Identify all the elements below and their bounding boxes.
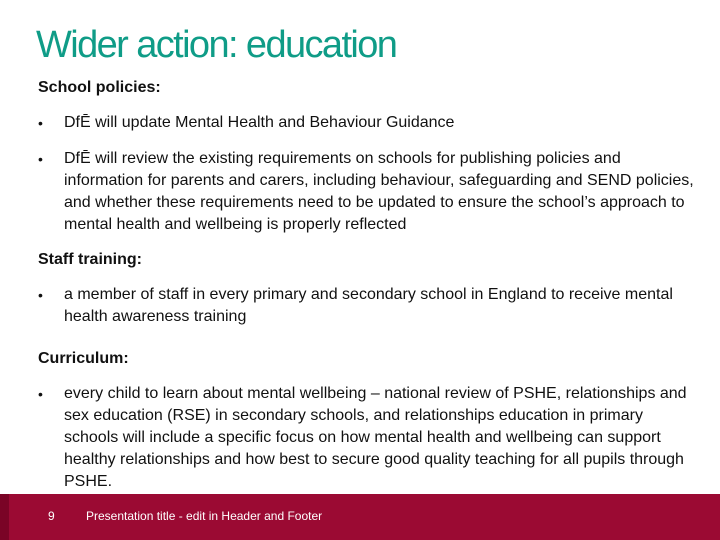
slide-footer — [0, 494, 720, 540]
bullet-icon: • — [38, 386, 43, 402]
slide-number: 9 — [48, 509, 55, 523]
section-heading-curriculum: Curriculum: — [38, 350, 129, 367]
footer-text: Presentation title - edit in Header and Footer — [86, 509, 323, 523]
staff-training-list — [38, 284, 698, 328]
bullet-text: every child to learn about mental wellbeing – national review of PSHE, relationships and sex education (RSE) in secondary schools, and relationships education in primary schools will include a specific focus on how mental health and wellbeing can support healthy relationships and how best to secure good quality teaching for all pupils through PSHE. — [64, 385, 687, 490]
bullet-text: DfĒ will review the existing requirements on schools for publishing policies and information for parents and carers, including behaviour, safeguarding and SEND policies, and whether these requirements need to be updated to ensure the school’s approach to mental health and wellbeing is properly reflected — [64, 150, 694, 233]
curriculum-list — [38, 383, 698, 493]
bullet-text: a member of staff in every primary and secondary school in England to receive mental health awareness training — [64, 286, 673, 325]
slide-title: Wider action: education — [36, 24, 397, 66]
school-policies-list — [38, 112, 698, 236]
list-item — [38, 112, 698, 134]
footer-accent-strip — [0, 494, 9, 540]
list-item — [38, 383, 698, 493]
list-item — [38, 148, 698, 236]
slide-content — [38, 78, 698, 493]
bullet-icon: • — [38, 151, 43, 167]
bullet-icon: • — [38, 287, 43, 303]
bullet-icon: • — [38, 115, 43, 131]
list-item — [38, 284, 698, 328]
section-heading-school-policies: School policies: — [38, 79, 161, 96]
bullet-text: DfĒ will update Mental Health and Behaviour Guidance — [64, 114, 455, 131]
section-heading-staff-training: Staff training: — [38, 251, 142, 268]
